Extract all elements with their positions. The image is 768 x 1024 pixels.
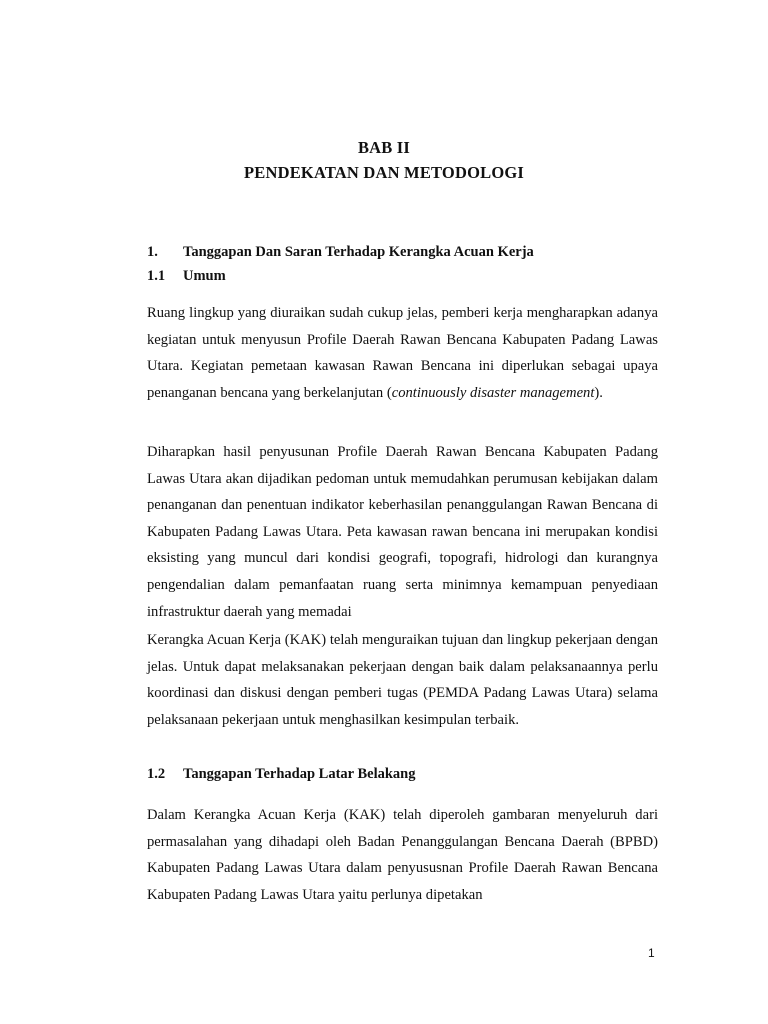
section-heading-1-1	[147, 268, 226, 285]
section-title: Umum	[183, 268, 226, 284]
section-title: Tanggapan Dan Saran Terhadap Kerangka Acuan Kerja	[183, 244, 534, 260]
section-number: 1.2	[147, 766, 166, 782]
section-number: 1.	[147, 244, 158, 260]
paragraph-3: Kerangka Acuan Kerja (KAK) telah menguraikan tujuan dan lingkup pekerjaan dengan jelas. Untuk dapat melaksanakan pekerjaan dengan baik dalam pelaksanaannya perlu koordinasi dan diskusi dengan pemberi tugas (PEMDA Padang Lawas Utara) selama pelaksanaan pekerjaan untuk menghasilkan kesimpulan terbaik.	[147, 632, 658, 728]
section-heading-1-2	[147, 766, 416, 783]
paragraph-text-end: ).	[594, 384, 603, 401]
paragraph-4: Dalam Kerangka Acuan Kerja (KAK) telah diperoleh gambaran menyeluruh dari permasalahan yang dihadapi oleh Badan Penanggulangan Bencana Daerah (BPBD) Kabupaten Padang Lawas Utara dalam penyususnan Profile Daerah Rawan Bencana Kabupaten Padang Lawas Utara yaitu perlunya dipetakan	[147, 807, 658, 903]
chapter-number: BAB II	[357, 138, 411, 157]
chapter-title: PENDEKATAN DAN METODOLOGI	[243, 163, 525, 182]
section-heading-1	[147, 244, 534, 261]
paragraph-1	[147, 300, 658, 406]
paragraph-2: Diharapkan hasil penyusunan Profile Daerah Rawan Bencana Kabupaten Padang Lawas Utara akan dijadikan pedoman untuk memudahkan perumusan kebijakan dalam penanganan dan penentuan indikator keberhasilan penanggulangan Rawan Bencana di Kabupaten Padang Lawas Utara. Peta kawasan rawan bencana ini merupakan kondisi eksisting yang muncul dari kondisi geografi, topografi, hidrologi dan kurangnya pengendalian dalam pemanfaatan ruang serta minimnya kemampuan penyediaan infrastruktur daerah yang memadai	[147, 444, 658, 620]
paragraph-italic-term: continuously disaster management	[391, 384, 595, 401]
section-number: 1.1	[147, 268, 166, 284]
page-number: 1	[648, 946, 655, 960]
paragraph-text: Ruang lingkup yang diuraikan sudah cukup jelas, pemberi kerja mengharapkan adanya kegiatan untuk menyusun Profile Daerah Rawan Bencana Kabupaten Padang Lawas Utara. Kegiatan pemetaan kawasan Rawan Bencana ini diperlukan sebagai upaya penanganan bencana yang berkelanjutan (	[147, 305, 658, 401]
section-title: Tanggapan Terhadap Latar Belakang	[183, 766, 416, 782]
